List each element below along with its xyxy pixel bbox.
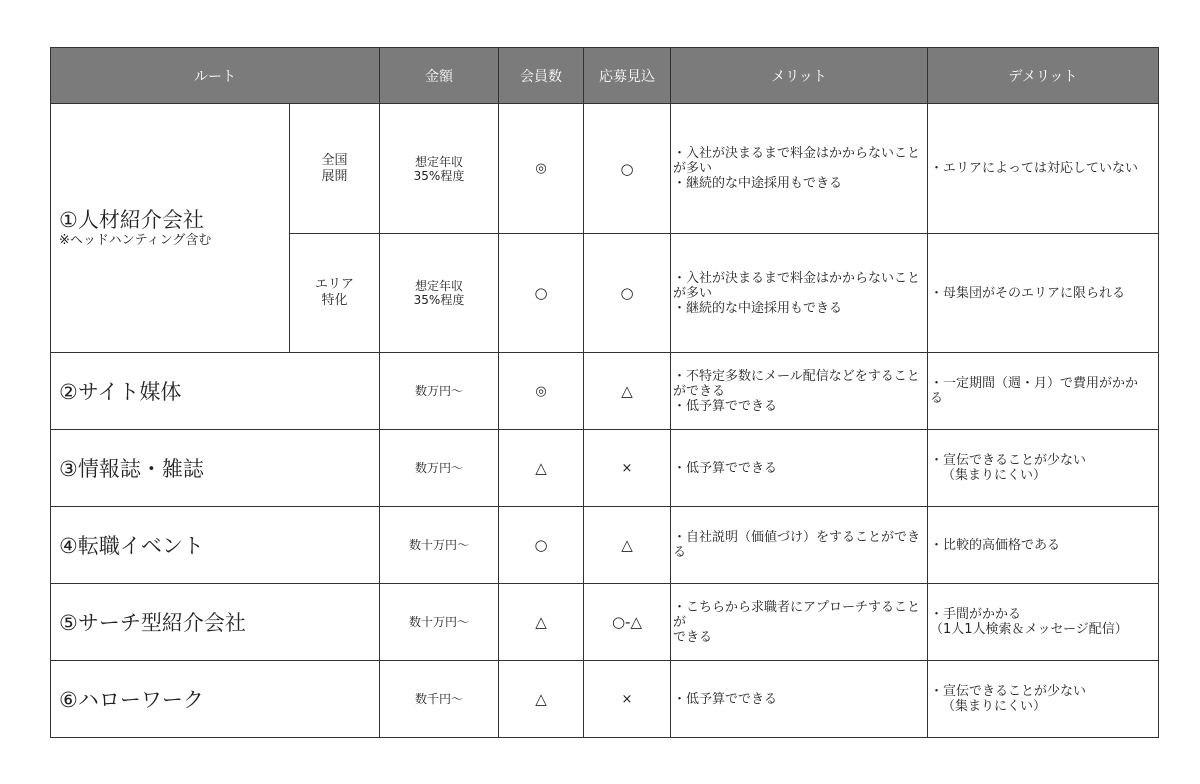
members-cell: △ bbox=[499, 430, 584, 507]
header-row bbox=[51, 48, 1159, 104]
members-cell: ○ bbox=[499, 234, 584, 353]
route-name: ④転職イベント bbox=[51, 507, 380, 584]
route-cell bbox=[51, 104, 290, 353]
price-cell: 数十万円～ bbox=[380, 507, 499, 584]
demerit-cell bbox=[928, 104, 1159, 234]
route-name: ③情報誌・雑誌 bbox=[51, 430, 380, 507]
sub-route-cell bbox=[290, 234, 380, 353]
price-cell: 数万円～ bbox=[380, 353, 499, 430]
demerit-cell bbox=[928, 234, 1159, 353]
route-name: ②サイト媒体 bbox=[51, 353, 380, 430]
applicants-cell: △ bbox=[584, 353, 671, 430]
demerit-line: ・手間がかかる bbox=[930, 607, 1022, 622]
demerit-line: ・エリアによっては対応していない bbox=[930, 161, 1139, 176]
demerit-line: ・一定期間（週・月）で費用がかか bbox=[930, 376, 1139, 391]
merit-cell bbox=[671, 104, 928, 234]
table-row bbox=[51, 661, 1159, 738]
merit-line: ・低予算でできる bbox=[673, 398, 778, 414]
price-line: 想定年収 bbox=[414, 154, 463, 169]
recruitment-route-table bbox=[50, 47, 1159, 738]
sub-route-line: エリア bbox=[314, 277, 354, 292]
demerit-line: ・宣伝できることが少ない bbox=[930, 453, 1087, 468]
merit-cell bbox=[671, 430, 928, 507]
price-cell bbox=[380, 104, 499, 234]
members-cell: ◎ bbox=[499, 104, 584, 234]
demerit-line: （1人1人検索＆メッセージ配信） bbox=[930, 622, 1128, 637]
demerit-line: ・比較的高価格である bbox=[930, 537, 1061, 553]
table-row bbox=[51, 430, 1159, 507]
header-route: ルート bbox=[51, 48, 380, 104]
demerit-line: （集まりにくい） bbox=[942, 468, 1047, 483]
header-applicants: 応募見込 bbox=[584, 48, 671, 104]
price-cell: 数万円～ bbox=[380, 430, 499, 507]
route-note: ※ヘッドハンティング含む bbox=[59, 233, 212, 248]
merit-cell bbox=[671, 661, 928, 738]
merit-line: る bbox=[673, 545, 687, 560]
merit-line: ・こちらから求職者にアプローチすることが bbox=[673, 599, 921, 630]
sub-route-line: 全国 bbox=[321, 152, 348, 168]
table-row bbox=[51, 104, 1159, 234]
table-row bbox=[51, 353, 1159, 430]
demerit-cell bbox=[928, 584, 1159, 661]
applicants-cell: × bbox=[584, 430, 671, 507]
merit-line: ・入社が決まるまで料金はかからないこと bbox=[673, 146, 921, 161]
merit-cell bbox=[671, 584, 928, 661]
merit-cell bbox=[671, 353, 928, 430]
merit-line: ・入社が決まるまで料金はかからないこと bbox=[673, 270, 921, 286]
demerit-line: （集まりにくい） bbox=[942, 699, 1047, 714]
sub-route-cell bbox=[290, 104, 380, 234]
merit-line: ・不特定多数にメール配信などをすること bbox=[673, 368, 920, 384]
merit-line: ・低予算でできる bbox=[673, 460, 778, 476]
members-cell: ○ bbox=[499, 507, 584, 584]
demerit-cell bbox=[928, 430, 1159, 507]
sub-route-line: 展開 bbox=[321, 168, 348, 184]
demerit-cell bbox=[928, 507, 1159, 584]
route-name: ⑤サーチ型紹介会社 bbox=[51, 584, 380, 661]
applicants-cell: ○ bbox=[584, 104, 671, 234]
merit-line: ・継続的な中途採用もできる bbox=[673, 176, 843, 191]
merit-line: ができる bbox=[673, 383, 726, 399]
applicants-cell: △ bbox=[584, 507, 671, 584]
route-name: ①人材紹介会社 bbox=[59, 208, 204, 232]
demerit-line: ・母集団がそのエリアに限られる bbox=[930, 285, 1126, 301]
demerit-line: ・宣伝できることが少ない bbox=[930, 684, 1087, 699]
merit-line: ・継続的な中途採用もできる bbox=[673, 300, 843, 316]
table-row bbox=[51, 507, 1159, 584]
price-line: 想定年収 bbox=[414, 279, 463, 293]
merit-line: できる bbox=[673, 629, 713, 645]
merit-cell bbox=[671, 507, 928, 584]
merit-line: ・自社説明（価値づけ）をすることができ bbox=[673, 530, 921, 545]
merit-cell bbox=[671, 234, 928, 353]
merit-line: ・低予算でできる bbox=[673, 691, 778, 707]
members-cell: ◎ bbox=[499, 353, 584, 430]
price-cell: 数千円～ bbox=[380, 661, 499, 738]
table-row bbox=[51, 584, 1159, 661]
applicants-cell: ○ bbox=[584, 234, 671, 353]
members-cell: △ bbox=[499, 661, 584, 738]
applicants-cell: ○-△ bbox=[584, 584, 671, 661]
price-line: 35%程度 bbox=[413, 168, 465, 183]
header-price: 金額 bbox=[380, 48, 499, 104]
header-members: 会員数 bbox=[499, 48, 584, 104]
price-cell: 数十万円～ bbox=[380, 584, 499, 661]
price-line: 35%程度 bbox=[413, 293, 465, 307]
header-demerit: デメリット bbox=[928, 48, 1159, 104]
demerit-cell bbox=[928, 661, 1159, 738]
applicants-cell: × bbox=[584, 661, 671, 738]
merit-line: が多い bbox=[673, 161, 713, 176]
sub-route-line: 特化 bbox=[321, 293, 348, 308]
route-name: ⑥ハローワーク bbox=[51, 661, 380, 738]
merit-line: が多い bbox=[673, 285, 713, 301]
demerit-cell bbox=[928, 353, 1159, 430]
members-cell: △ bbox=[499, 584, 584, 661]
demerit-line: る bbox=[930, 391, 944, 406]
price-cell bbox=[380, 234, 499, 353]
header-merit: メリット bbox=[671, 48, 928, 104]
